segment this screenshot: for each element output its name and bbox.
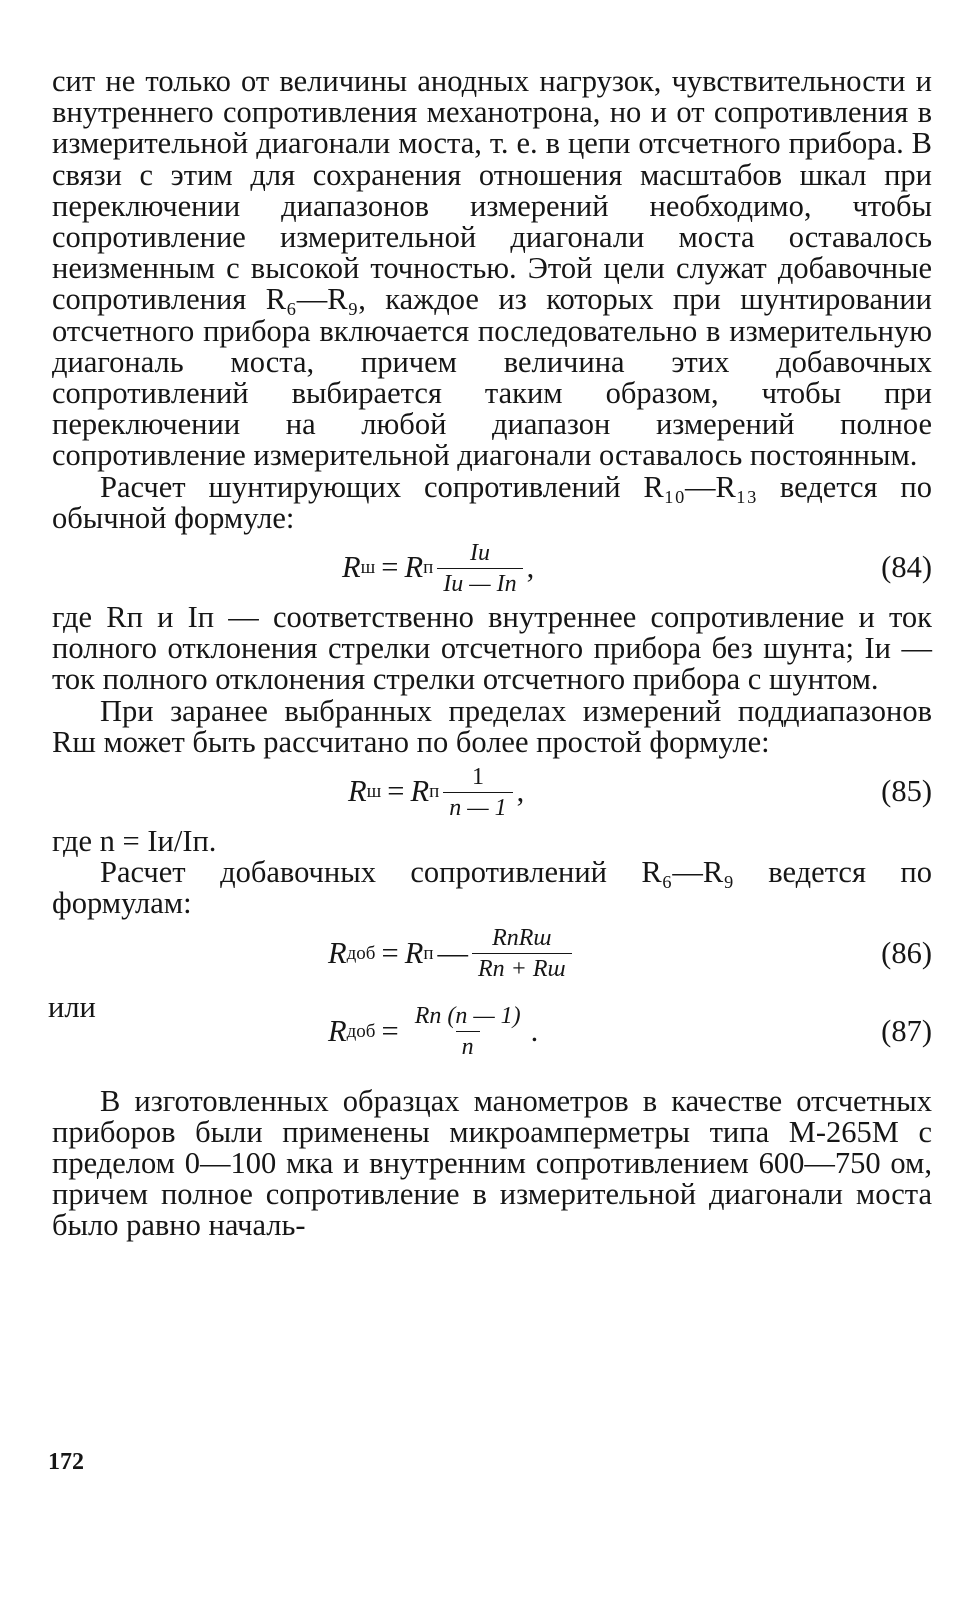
f86-equals: = bbox=[381, 936, 399, 971]
formula-85 bbox=[52, 760, 932, 824]
f86-numerator: RпRш bbox=[492, 925, 552, 952]
f87-denominator: n bbox=[456, 1031, 480, 1060]
f84-lhs: R bbox=[342, 550, 361, 585]
equation-number-85: (85) bbox=[881, 774, 932, 809]
paragraph-7: В изготовленных образцах манометров в качестве отсчетных приборов были применены микроамперметры типа М-265М с пределом 0—100 мка и внутренним сопротивлением 600—750 ом, причем полное сопротивление в измерительной диагонали моста было равно началь- bbox=[52, 1083, 932, 1243]
paragraph-6: Расчет добавочных сопротивлений R₆—R₉ ведется по формулам: bbox=[52, 855, 932, 921]
equation-number-84: (84) bbox=[881, 550, 932, 585]
f86-minus: — bbox=[437, 936, 468, 971]
f86-lhs-sub: доб bbox=[346, 943, 376, 965]
f87-lhs-sub: доб bbox=[346, 1021, 376, 1043]
f84-fraction bbox=[437, 540, 522, 597]
f85-r: R bbox=[410, 774, 430, 809]
f87-numerator: Rп (n — 1) bbox=[414, 1003, 521, 1030]
formula-86 bbox=[52, 922, 932, 986]
f87-lhs: R bbox=[328, 1014, 347, 1049]
f84-lhs-sub: ш bbox=[360, 557, 376, 579]
f86-r-sub: п bbox=[423, 943, 434, 965]
f85-lhs: R bbox=[348, 774, 367, 809]
page-body bbox=[48, 64, 932, 1243]
f85-denominator: n — 1 bbox=[443, 792, 512, 821]
f85-fraction bbox=[443, 764, 512, 821]
f84-r: R bbox=[404, 550, 424, 585]
paragraph-3: где Rп и Iп — соответственно внутреннее сопротивление и ток полного отклонения стрелки отсчетного прибора без шунта; Iи — ток полного отклонения стрелки отсчетного прибора с шунтом. bbox=[52, 600, 932, 697]
f85-trail: , bbox=[516, 774, 525, 809]
equation-number-86: (86) bbox=[881, 935, 932, 970]
f87-trail: . bbox=[530, 1014, 539, 1049]
f86-r: R bbox=[404, 936, 424, 971]
f86-fraction bbox=[472, 925, 572, 982]
f84-r-sub: п bbox=[423, 557, 434, 579]
page-number: 172 bbox=[48, 1449, 84, 1475]
f84-trail: , bbox=[526, 550, 535, 585]
f86-denominator: Rп + Rш bbox=[472, 953, 572, 982]
f87-fraction bbox=[409, 1003, 527, 1060]
f87-equals: = bbox=[381, 1014, 399, 1049]
equation-number-87: (87) bbox=[881, 1013, 932, 1048]
f86-lhs: R bbox=[328, 936, 347, 971]
f85-r-sub: п bbox=[429, 781, 440, 803]
paragraph-2: Расчет шунтирующих сопротивлений R₁₀—R₁₃ ведется по обычной формуле: bbox=[52, 469, 932, 535]
f85-numerator: 1 bbox=[471, 763, 484, 790]
paragraph-5: где n = Iи/Iп. bbox=[52, 824, 217, 859]
f84-equals: = bbox=[381, 550, 399, 585]
f84-numerator: Iи bbox=[469, 539, 490, 566]
or-word: или bbox=[48, 989, 96, 1024]
formula-87 bbox=[52, 1000, 932, 1064]
f84-denominator: Iи — Iп bbox=[437, 568, 522, 597]
f85-equals: = bbox=[387, 774, 405, 809]
formula-84 bbox=[52, 536, 932, 600]
f85-lhs-sub: ш bbox=[366, 781, 382, 803]
paragraph-1: сит не только от величины анодных нагрузок, чувствительности и внутреннего сопротивления механотрона, но и от сопротивления в измерительной диагонали моста, т. е. в цепи отсчетного прибора. В связи с этим для сохранения отношения масштабов шкал при переключении диапазонов измерений необходимо, чтобы сопротивление измерительной диагонали моста оставалось неизменным с высокой точностью. Этой цели служат добавочные сопротивления R₆—R₉, каждое из которых при шунтировании отсчетного прибора включается последовательно в измерительную диагональ моста, причем величина этих добавочных сопротивлений выбирается таким образом, чтобы при переключении на любой диапазон измерений полное сопротивление измерительной диагонали оставалось постоянным. bbox=[52, 64, 932, 473]
paragraph-4: При заранее выбранных пределах измерений поддиапазонов Rш может быть рассчитано по более простой формуле: bbox=[52, 693, 932, 759]
